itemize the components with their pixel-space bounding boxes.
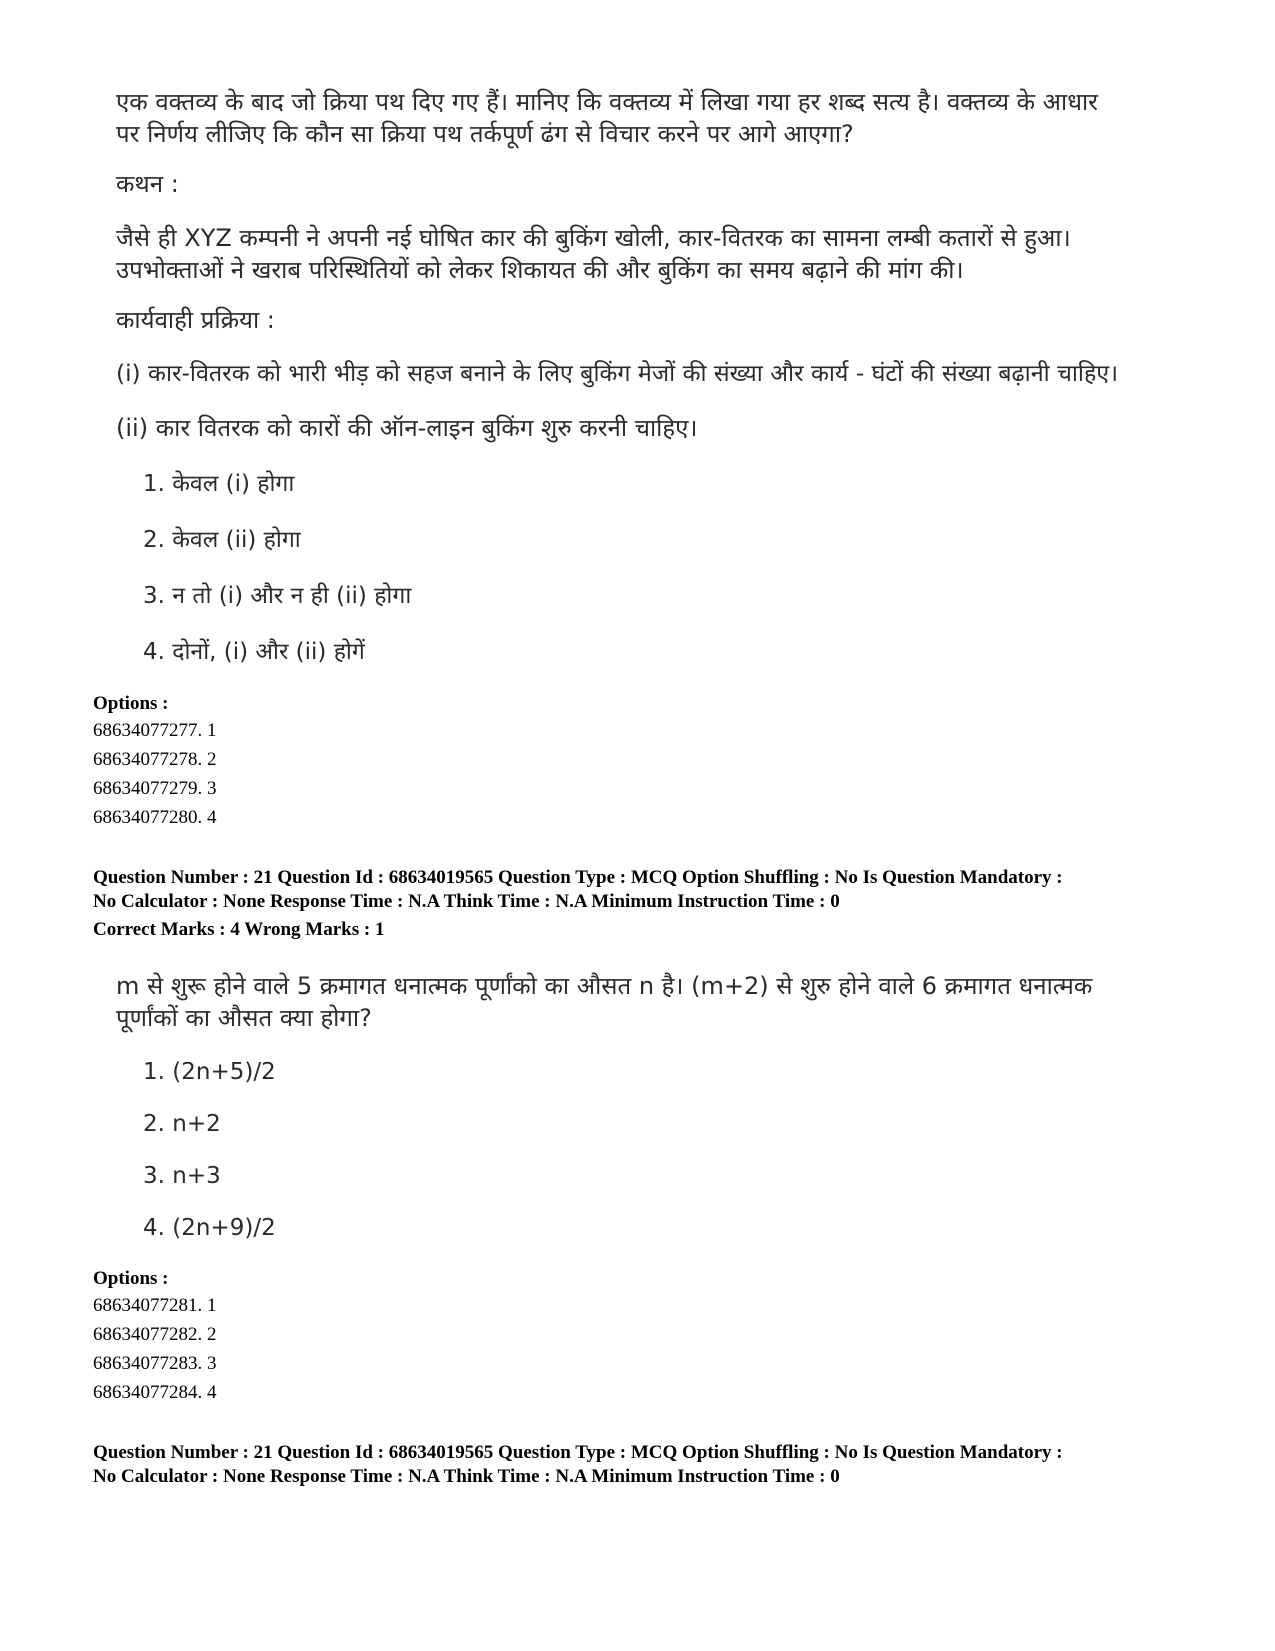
option-id: 68634077281. 1 bbox=[93, 1295, 217, 1316]
options-label: Options : bbox=[93, 693, 169, 714]
option-id: 68634077282. 2 bbox=[93, 1324, 217, 1345]
options-label: Options : bbox=[93, 1268, 169, 1289]
action-1: (i) कार-वितरक को भारी भीड़ को सहज बनाने के लिए बुकिंग मेजों की संख्या और कार्य - घंटों की संख्या बढ़ानी चाहिए। bbox=[116, 360, 1119, 387]
meta-line: No Calculator : None Response Time : N.A Think Time : N.A Minimum Instruction Time : 0 bbox=[93, 891, 840, 912]
option-id: 68634077278. 2 bbox=[93, 749, 217, 770]
choice-4: 4. (2n+9)/2 bbox=[143, 1215, 276, 1241]
choice-2: 2. n+2 bbox=[143, 1111, 221, 1137]
action-label: कार्यवाही प्रक्रिया : bbox=[116, 306, 275, 334]
meta-line: No Calculator : None Response Time : N.A Think Time : N.A Minimum Instruction Time : 0 bbox=[93, 1466, 840, 1487]
option-id: 68634077284. 4 bbox=[93, 1382, 217, 1403]
meta-line: Question Number : 21 Question Id : 68634019565 Question Type : MCQ Option Shuffling : No Is Question Mandatory : bbox=[93, 1442, 1063, 1463]
next-question-meta bbox=[93, 1441, 1213, 1489]
option-id: 68634077283. 3 bbox=[93, 1353, 217, 1374]
statement-label: कथन : bbox=[116, 170, 179, 198]
meta-line: Question Number : 21 Question Id : 68634019565 Question Type : MCQ Option Shuffling : No Is Question Mandatory : bbox=[93, 867, 1063, 888]
question-meta bbox=[93, 866, 1213, 942]
choice-1: 1. केवल (i) होगा bbox=[143, 471, 295, 497]
option-id: 68634077280. 4 bbox=[93, 807, 217, 828]
statement-text: जैसे ही XYZ कम्पनी ने अपनी नई घोषित कार की बुकिंग खोली, कार-वितरक का सामना लम्बी कतारों से हुआ। उपभोक्ताओं ने खराब परिस्थितियों को लेकर शिकायत की और बुकिंग का समय बढ़ाने की मांग की। bbox=[116, 224, 1071, 284]
question-text: m से शुरू होने वाले 5 क्रमागत धनात्मक पूर्णांको का औसत n है। (m+2) से शुरु होने वाले 6 क्रमागत धनात्मक पूर्णांकों का औसत क्या होगा? bbox=[116, 972, 1093, 1032]
question-intro: एक वक्तव्य के बाद जो क्रिया पथ दिए गए हैं। मानिए कि वक्तव्य में लिखा गया हर शब्द सत्य है। वक्तव्य के आधार पर निर्णय लीजिए कि कौन सा क्रिया पथ तर्कपूर्ण ढंग से विचार करने पर आगे आएगा? bbox=[116, 88, 1098, 148]
option-id-list bbox=[93, 716, 217, 832]
marks-line: Correct Marks : 4 Wrong Marks : 1 bbox=[93, 919, 385, 940]
action-2: (ii) कार वितरक को कारों की ऑन-लाइन बुकिंग शुरु करनी चाहिए। bbox=[116, 414, 698, 442]
choice-3: 3. न तो (i) और न ही (ii) होगा bbox=[143, 583, 412, 609]
choice-1: 1. (2n+5)/2 bbox=[143, 1059, 276, 1085]
option-id: 68634077277. 1 bbox=[93, 720, 217, 741]
choice-2: 2. केवल (ii) होगा bbox=[143, 527, 301, 553]
option-id: 68634077279. 3 bbox=[93, 778, 217, 799]
option-id-list bbox=[93, 1291, 217, 1407]
choice-3: 3. n+3 bbox=[143, 1163, 221, 1189]
choice-4: 4. दोनों, (i) और (ii) होगें bbox=[143, 639, 365, 665]
